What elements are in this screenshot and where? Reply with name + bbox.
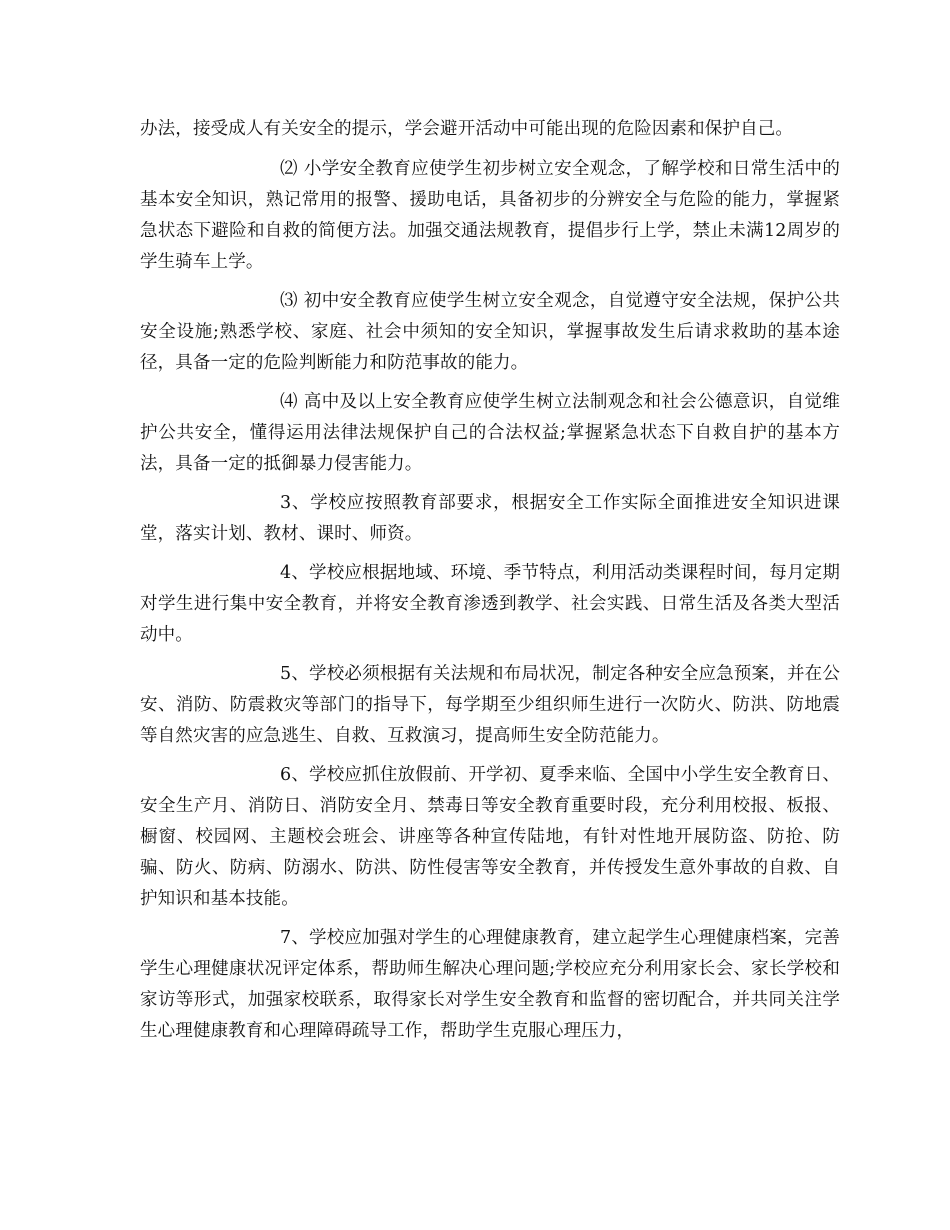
paragraph-item-5: 5、学校必须根据有关法规和布局状况，制定各种安全应急预案，并在公安、消防、防震救灾等部门的指导下，每学期至少组织师生进行一次防火、防洪、防地震等自然灾害的应急逃生、自救、互救演习，提高师生安全防范能力。 — [140, 664, 840, 746]
paragraph-primary-school: ⑵ 小学安全教育应使学生初步树立安全观念，了解学校和日常生活中的基本安全知识，熟记常用的报警、援助电话，具备初步的分辨安全与危险的能力，掌握紧急状态下避险和自救的简便方法。加强交通法规教育，提倡步行上学，禁止未满12周岁的学生骑车上学。 — [140, 159, 840, 272]
paragraph-item-3: 3、学校应按照教育部要求，根据安全工作实际全面推进安全知识进课堂，落实计划、教材、课时、师资。 — [140, 493, 840, 544]
paragraph-item-6: 6、学校应抓住放假前、开学初、夏季来临、全国中小学生安全教育日、安全生产月、消防日、消防安全月、禁毒日等安全教育重要时段，充分利用校报、板报、橱窗、校园网、主题校会班会、讲座等各种宣传陆地，有针对性地开展防盗、防抢、防骗、防火、防病、防溺水、防洪、防性侵害等安全教育，并传授发生意外事故的自救、自护知识和基本技能。 — [140, 765, 840, 909]
document-body — [140, 114, 840, 1055]
paragraph-item-4: 4、学校应根据地域、环境、季节特点，利用活动类课程时间，每月定期对学生进行集中安全教育，并将安全教育渗透到教学、社会实践、日常生活及各类大型活动中。 — [140, 563, 840, 645]
paragraph-item-7: 7、学校应加强对学生的心理健康教育，建立起学生心理健康档案，完善学生心理健康状况评定体系，帮助师生解决心理问题;学校应充分利用家长会、家长学校和家访等形式，加强家校联系，取得家长对学生安全教育和监督的密切配合，并共同关注学生心理健康教育和心理障碍疏导工作，帮助学生克服心理压力， — [140, 928, 840, 1041]
paragraph-continuation: 办法，接受成人有关安全的提示，学会避开活动中可能出现的危险因素和保护自己。 — [140, 119, 794, 139]
paragraph-senior-high: ⑷ 高中及以上安全教育应使学生树立法制观念和社会公德意识，自觉维护公共安全，懂得运用法律法规保护自己的合法权益;掌握紧急状态下自救自护的基本方法，具备一定的抵御暴力侵害能力。 — [140, 392, 840, 474]
paragraph-junior-high: ⑶ 初中安全教育应使学生树立安全观念，自觉遵守安全法规，保护公共安全设施;熟悉学校、家庭、社会中须知的安全知识，掌握事故发生后请求救助的基本途径，具备一定的危险判断能力和防范事故的能力。 — [140, 291, 840, 373]
